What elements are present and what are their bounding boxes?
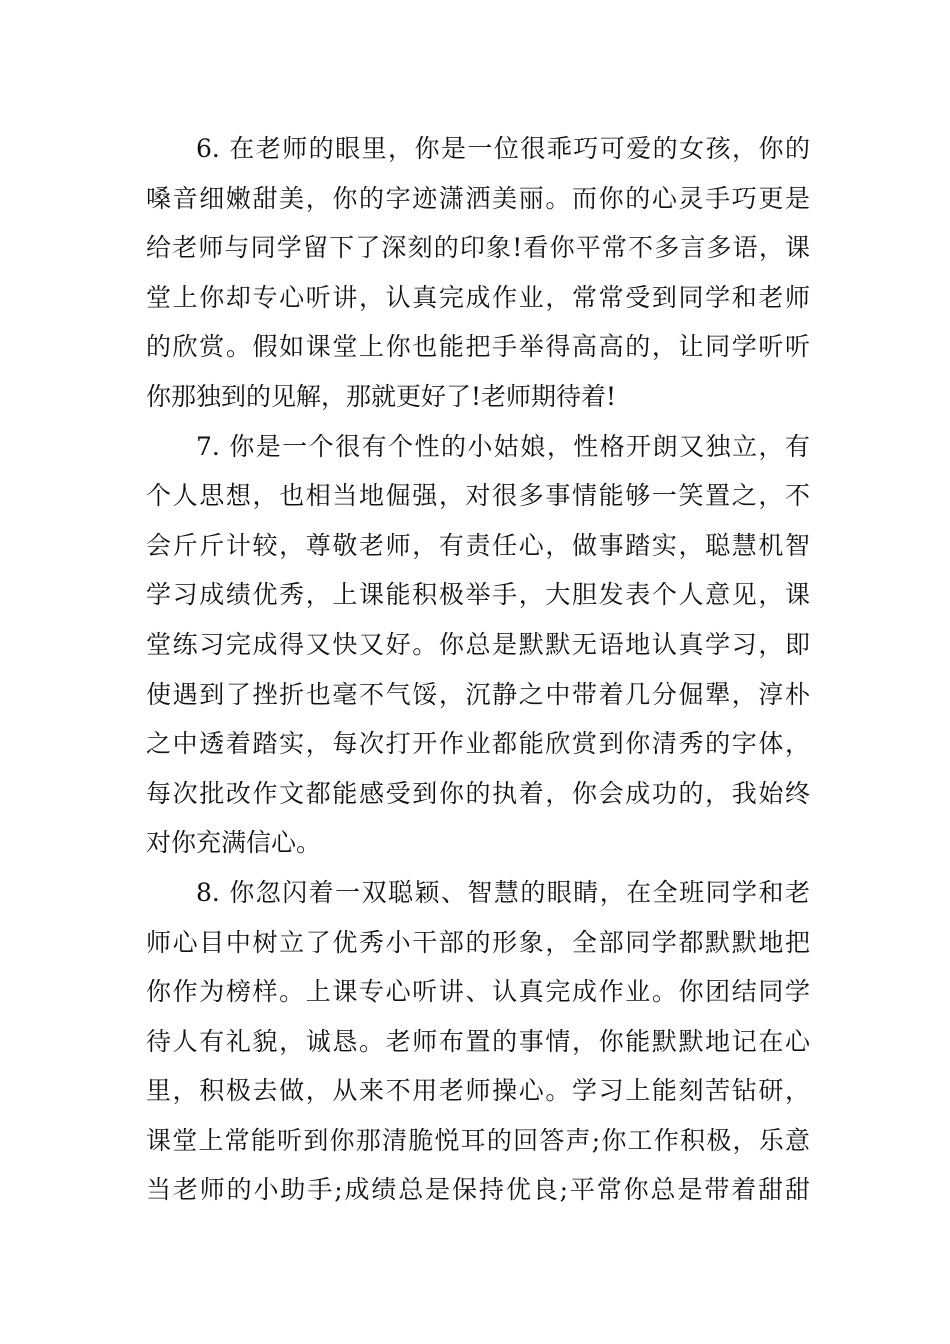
text-line: 7. 你是一个很有个性的小姑娘，性格开朗又独立，有 [196, 431, 810, 461]
text-line: 6. 在老师的眼里，你是一位很乖巧可爱的女孩，你的 [196, 134, 810, 163]
text-line: 的欣赏。假如课堂上你也能把手举得高高的，让同学听听 [146, 332, 810, 362]
text-line: 8. 你忽闪着一双聪颖、智慧的眼睛，在全班同学和老 [196, 877, 810, 907]
text-line: 给老师与同学留下了深刻的印象!看你平常不多言多语，课 [146, 233, 810, 263]
paragraph-6 [146, 124, 810, 422]
text-line: 师心目中树立了优秀小干部的形象，全部同学都默默地把 [146, 927, 810, 957]
text-line: 堂上你却专心听讲，认真完成作业，常常受到同学和老师 [146, 282, 810, 312]
text-line: 每次批改作文都能感受到你的执着，你会成功的，我始终 [146, 778, 810, 808]
paragraph-7 [146, 422, 810, 868]
text-line: 学习成绩优秀，上课能积极举手，大胆发表个人意见，课 [146, 580, 810, 610]
text-line: 个人思想，也相当地倔强，对很多事情能够一笑置之，不 [146, 481, 810, 511]
paragraph-8 [146, 868, 810, 1215]
text-line: 当老师的小助手;成绩总是保持优良;平常你总是带着甜甜 [146, 1175, 810, 1205]
text-line: 会斤斤计较，尊敬老师，有责任心，做事踏实，聪慧机智 [146, 530, 810, 560]
text-line: 里，积极去做，从来不用老师操心。学习上能刻苦钻研， [146, 1076, 810, 1106]
document-page [146, 124, 810, 1215]
text-line: 你那独到的见解，那就更好了!老师期待着! [146, 381, 617, 411]
text-line: 课堂上常能听到你那清脆悦耳的回答声;你工作积极，乐意 [146, 1125, 810, 1155]
text-line: 堂练习完成得又快又好。你总是默默无语地认真学习，即 [146, 629, 810, 659]
text-line: 对你充满信心。 [146, 828, 322, 858]
text-line: 待人有礼貌，诚恳。老师布置的事情，你能默默地记在心 [146, 1026, 810, 1056]
text-line: 嗓音细嫩甜美，你的字迹潇洒美丽。而你的心灵手巧更是 [146, 183, 810, 213]
text-line: 之中透着踏实，每次打开作业都能欣赏到你清秀的字体， [146, 729, 810, 759]
text-line: 你作为榜样。上课专心听讲、认真完成作业。你团结同学 [146, 977, 810, 1007]
text-line: 使遇到了挫折也毫不气馁，沉静之中带着几分倔犟，淳朴 [146, 679, 810, 709]
